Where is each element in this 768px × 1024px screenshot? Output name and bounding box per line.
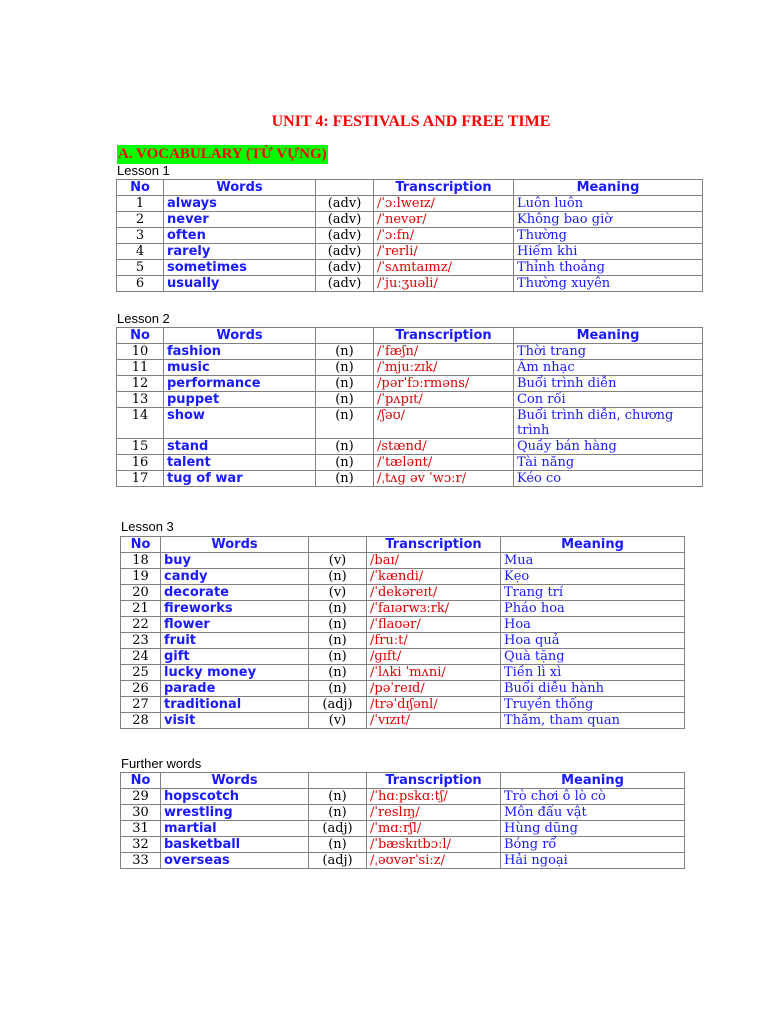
row-transcription: /ˈflaʊər/ <box>367 617 501 633</box>
lesson-label: Lesson 1 <box>117 163 170 178</box>
row-number: 5 <box>117 260 164 276</box>
row-word: performance <box>164 376 316 392</box>
column-header-words: Words <box>161 773 309 789</box>
column-header-no: No <box>117 180 164 196</box>
row-part-of-speech: (n) <box>309 601 367 617</box>
table-row <box>117 408 703 439</box>
row-part-of-speech: (n) <box>316 455 374 471</box>
row-transcription: /ˈvɪzɪt/ <box>367 713 501 729</box>
row-number: 15 <box>117 439 164 455</box>
row-transcription: /ˌəʊvərˈsiːz/ <box>367 853 501 869</box>
row-number: 24 <box>121 649 161 665</box>
row-word: music <box>164 360 316 376</box>
row-part-of-speech: (n) <box>309 789 367 805</box>
row-meaning: Quà tặng <box>501 649 685 665</box>
table-row <box>117 455 703 471</box>
row-meaning: Thường <box>514 228 703 244</box>
table-row <box>121 665 685 681</box>
column-header-meaning: Meaning <box>514 180 703 196</box>
row-number: 14 <box>117 408 164 439</box>
row-word: fashion <box>164 344 316 360</box>
row-meaning: Thăm, tham quan <box>501 713 685 729</box>
row-meaning: Tài năng <box>514 455 703 471</box>
row-number: 17 <box>117 471 164 487</box>
column-header-pos <box>309 773 367 789</box>
table-row <box>121 553 685 569</box>
page-title: UNIT 4: FESTIVALS AND FREE TIME <box>271 113 551 130</box>
column-header-meaning: Meaning <box>501 773 685 789</box>
table-row <box>121 633 685 649</box>
row-word: flower <box>161 617 309 633</box>
row-word: martial <box>161 821 309 837</box>
row-part-of-speech: (n) <box>316 439 374 455</box>
row-transcription: /stænd/ <box>374 439 514 455</box>
row-transcription: /ˈmjuːzɪk/ <box>374 360 514 376</box>
row-word: fireworks <box>161 601 309 617</box>
row-part-of-speech: (v) <box>309 585 367 601</box>
row-meaning: Buổi diễu hành <box>501 681 685 697</box>
row-meaning: Hùng dũng <box>501 821 685 837</box>
column-header-meaning: Meaning <box>514 328 703 344</box>
column-header-meaning: Meaning <box>501 537 685 553</box>
row-word: traditional <box>161 697 309 713</box>
column-header-words: Words <box>164 180 316 196</box>
row-number: 30 <box>121 805 161 821</box>
table-row <box>121 649 685 665</box>
table-row <box>117 471 703 487</box>
row-word: never <box>164 212 316 228</box>
table-row <box>121 617 685 633</box>
column-header-pos <box>316 328 374 344</box>
row-meaning: Luôn luôn <box>514 196 703 212</box>
row-transcription: /ˈsʌmtaɪmz/ <box>374 260 514 276</box>
row-number: 3 <box>117 228 164 244</box>
row-transcription: /ˈjuːʒuəli/ <box>374 276 514 292</box>
row-meaning: Kẹo <box>501 569 685 585</box>
row-meaning: Môn đấu vật <box>501 805 685 821</box>
row-word: overseas <box>161 853 309 869</box>
row-meaning: Trò chơi ô lò cò <box>501 789 685 805</box>
row-number: 12 <box>117 376 164 392</box>
row-meaning: Hiếm khi <box>514 244 703 260</box>
row-transcription: /ˈɔːfn/ <box>374 228 514 244</box>
table-row <box>117 212 703 228</box>
row-transcription: /ˈfaɪərwɜːrk/ <box>367 601 501 617</box>
row-number: 10 <box>117 344 164 360</box>
table-row <box>121 585 685 601</box>
table-row <box>121 837 685 853</box>
column-header-no: No <box>121 537 161 553</box>
row-number: 20 <box>121 585 161 601</box>
row-part-of-speech: (adj) <box>309 697 367 713</box>
row-part-of-speech: (adv) <box>316 276 374 292</box>
row-transcription: /ˈɔːlweɪz/ <box>374 196 514 212</box>
column-header-pos <box>316 180 374 196</box>
row-number: 18 <box>121 553 161 569</box>
table-row <box>117 244 703 260</box>
row-number: 32 <box>121 837 161 853</box>
row-number: 27 <box>121 697 161 713</box>
row-transcription: /pəˈreɪd/ <box>367 681 501 697</box>
row-meaning: Hoa quả <box>501 633 685 649</box>
row-meaning: Con rối <box>514 392 703 408</box>
row-part-of-speech: (v) <box>309 713 367 729</box>
row-transcription: /ˈreslɪŋ/ <box>367 805 501 821</box>
row-part-of-speech: (n) <box>309 665 367 681</box>
row-number: 31 <box>121 821 161 837</box>
row-number: 11 <box>117 360 164 376</box>
table-row <box>117 360 703 376</box>
row-transcription: /ˈmɑːrʃl/ <box>367 821 501 837</box>
lesson-label: Lesson 2 <box>117 311 170 326</box>
row-meaning: Quầy bán hàng <box>514 439 703 455</box>
row-transcription: /ʃəʊ/ <box>374 408 514 439</box>
row-word: buy <box>161 553 309 569</box>
row-word: basketball <box>161 837 309 853</box>
column-header-transcription: Transcription <box>374 328 514 344</box>
row-part-of-speech: (n) <box>316 360 374 376</box>
table-row <box>121 697 685 713</box>
row-word: parade <box>161 681 309 697</box>
row-part-of-speech: (n) <box>309 649 367 665</box>
row-word: stand <box>164 439 316 455</box>
row-word: always <box>164 196 316 212</box>
column-header-words: Words <box>164 328 316 344</box>
row-part-of-speech: (n) <box>316 392 374 408</box>
table-row <box>117 344 703 360</box>
row-meaning: Hoa <box>501 617 685 633</box>
row-meaning: Pháo hoa <box>501 601 685 617</box>
row-number: 6 <box>117 276 164 292</box>
row-meaning: Thời trang <box>514 344 703 360</box>
row-part-of-speech: (v) <box>309 553 367 569</box>
row-meaning: Thường xuyên <box>514 276 703 292</box>
row-transcription: /ˈtælənt/ <box>374 455 514 471</box>
row-word: lucky money <box>161 665 309 681</box>
row-transcription: /pərˈfɔːrməns/ <box>374 376 514 392</box>
row-meaning: Mua <box>501 553 685 569</box>
row-meaning: Âm nhạc <box>514 360 703 376</box>
row-meaning: Truyền thống <box>501 697 685 713</box>
vocab-table <box>120 772 685 869</box>
vocab-table <box>116 327 703 487</box>
row-part-of-speech: (n) <box>309 633 367 649</box>
row-transcription: /fruːt/ <box>367 633 501 649</box>
row-part-of-speech: (adv) <box>316 196 374 212</box>
row-word: hopscotch <box>161 789 309 805</box>
row-number: 13 <box>117 392 164 408</box>
row-transcription: /baɪ/ <box>367 553 501 569</box>
table-row <box>117 276 703 292</box>
row-part-of-speech: (n) <box>309 805 367 821</box>
table-row <box>117 376 703 392</box>
row-word: fruit <box>161 633 309 649</box>
row-word: often <box>164 228 316 244</box>
row-meaning: Kéo co <box>514 471 703 487</box>
header-row <box>121 773 685 789</box>
row-transcription: /ɡɪft/ <box>367 649 501 665</box>
row-word: usually <box>164 276 316 292</box>
row-transcription: /ˈdekəreɪt/ <box>367 585 501 601</box>
row-word: show <box>164 408 316 439</box>
row-number: 26 <box>121 681 161 697</box>
table-row <box>117 392 703 408</box>
table-row <box>121 713 685 729</box>
row-part-of-speech: (n) <box>316 376 374 392</box>
row-number: 22 <box>121 617 161 633</box>
table-row <box>121 821 685 837</box>
table-row <box>117 439 703 455</box>
row-word: rarely <box>164 244 316 260</box>
row-transcription: /ˈhɑːpskɑːtʃ/ <box>367 789 501 805</box>
row-part-of-speech: (n) <box>316 471 374 487</box>
row-transcription: /ˈlʌki ˈmʌni/ <box>367 665 501 681</box>
table-row <box>117 228 703 244</box>
row-number: 2 <box>117 212 164 228</box>
row-transcription: /trəˈdɪʃənl/ <box>367 697 501 713</box>
row-meaning: Tiền lì xì <box>501 665 685 681</box>
row-part-of-speech: (n) <box>309 569 367 585</box>
row-part-of-speech: (n) <box>309 681 367 697</box>
row-meaning: Không bao giờ <box>514 212 703 228</box>
header-row <box>117 180 703 196</box>
table-row <box>121 601 685 617</box>
row-transcription: /ˈbæskɪtbɔːl/ <box>367 837 501 853</box>
row-part-of-speech: (adv) <box>316 228 374 244</box>
row-number: 33 <box>121 853 161 869</box>
row-meaning: Buổi trình diễn <box>514 376 703 392</box>
row-word: visit <box>161 713 309 729</box>
row-transcription: /ˈfæʃn/ <box>374 344 514 360</box>
row-word: tug of war <box>164 471 316 487</box>
row-word: decorate <box>161 585 309 601</box>
row-part-of-speech: (adv) <box>316 212 374 228</box>
row-meaning: Hải ngoại <box>501 853 685 869</box>
row-number: 29 <box>121 789 161 805</box>
table-row <box>121 853 685 869</box>
table-row <box>121 681 685 697</box>
header-row <box>117 328 703 344</box>
row-meaning: Buổi trình diễn, chương trình <box>514 408 703 439</box>
vocab-table <box>120 536 685 729</box>
column-header-pos <box>309 537 367 553</box>
row-number: 4 <box>117 244 164 260</box>
row-number: 25 <box>121 665 161 681</box>
row-word: gift <box>161 649 309 665</box>
section-heading: A. VOCABULARY (TỪ VỰNG) <box>118 146 327 162</box>
row-part-of-speech: (adv) <box>316 260 374 276</box>
row-number: 21 <box>121 601 161 617</box>
lesson-label: Lesson 3 <box>121 519 174 534</box>
row-word: talent <box>164 455 316 471</box>
row-transcription: /ˈrerli/ <box>374 244 514 260</box>
column-header-transcription: Transcription <box>374 180 514 196</box>
row-number: 19 <box>121 569 161 585</box>
row-word: puppet <box>164 392 316 408</box>
row-transcription: /ˈpʌpɪt/ <box>374 392 514 408</box>
row-word: candy <box>161 569 309 585</box>
row-number: 16 <box>117 455 164 471</box>
row-meaning: Bóng rổ <box>501 837 685 853</box>
column-header-no: No <box>121 773 161 789</box>
row-meaning: Thỉnh thoảng <box>514 260 703 276</box>
table-row <box>121 789 685 805</box>
row-number: 23 <box>121 633 161 649</box>
column-header-words: Words <box>161 537 309 553</box>
row-part-of-speech: (n) <box>316 344 374 360</box>
vocab-table <box>116 179 703 292</box>
row-part-of-speech: (adj) <box>309 821 367 837</box>
row-part-of-speech: (adv) <box>316 244 374 260</box>
row-part-of-speech: (adj) <box>309 853 367 869</box>
row-transcription: /ˈnevər/ <box>374 212 514 228</box>
row-transcription: /ˈkændi/ <box>367 569 501 585</box>
table-row <box>121 569 685 585</box>
column-header-no: No <box>117 328 164 344</box>
row-part-of-speech: (n) <box>316 408 374 439</box>
row-number: 28 <box>121 713 161 729</box>
row-word: sometimes <box>164 260 316 276</box>
row-word: wrestling <box>161 805 309 821</box>
row-meaning: Trang trí <box>501 585 685 601</box>
table-row <box>121 805 685 821</box>
row-transcription: /ˌtʌɡ əv ˈwɔːr/ <box>374 471 514 487</box>
row-part-of-speech: (n) <box>309 837 367 853</box>
row-number: 1 <box>117 196 164 212</box>
column-header-transcription: Transcription <box>367 537 501 553</box>
row-part-of-speech: (n) <box>309 617 367 633</box>
column-header-transcription: Transcription <box>367 773 501 789</box>
table-row <box>117 196 703 212</box>
lesson-label: Further words <box>121 756 202 771</box>
table-row <box>117 260 703 276</box>
header-row <box>121 537 685 553</box>
